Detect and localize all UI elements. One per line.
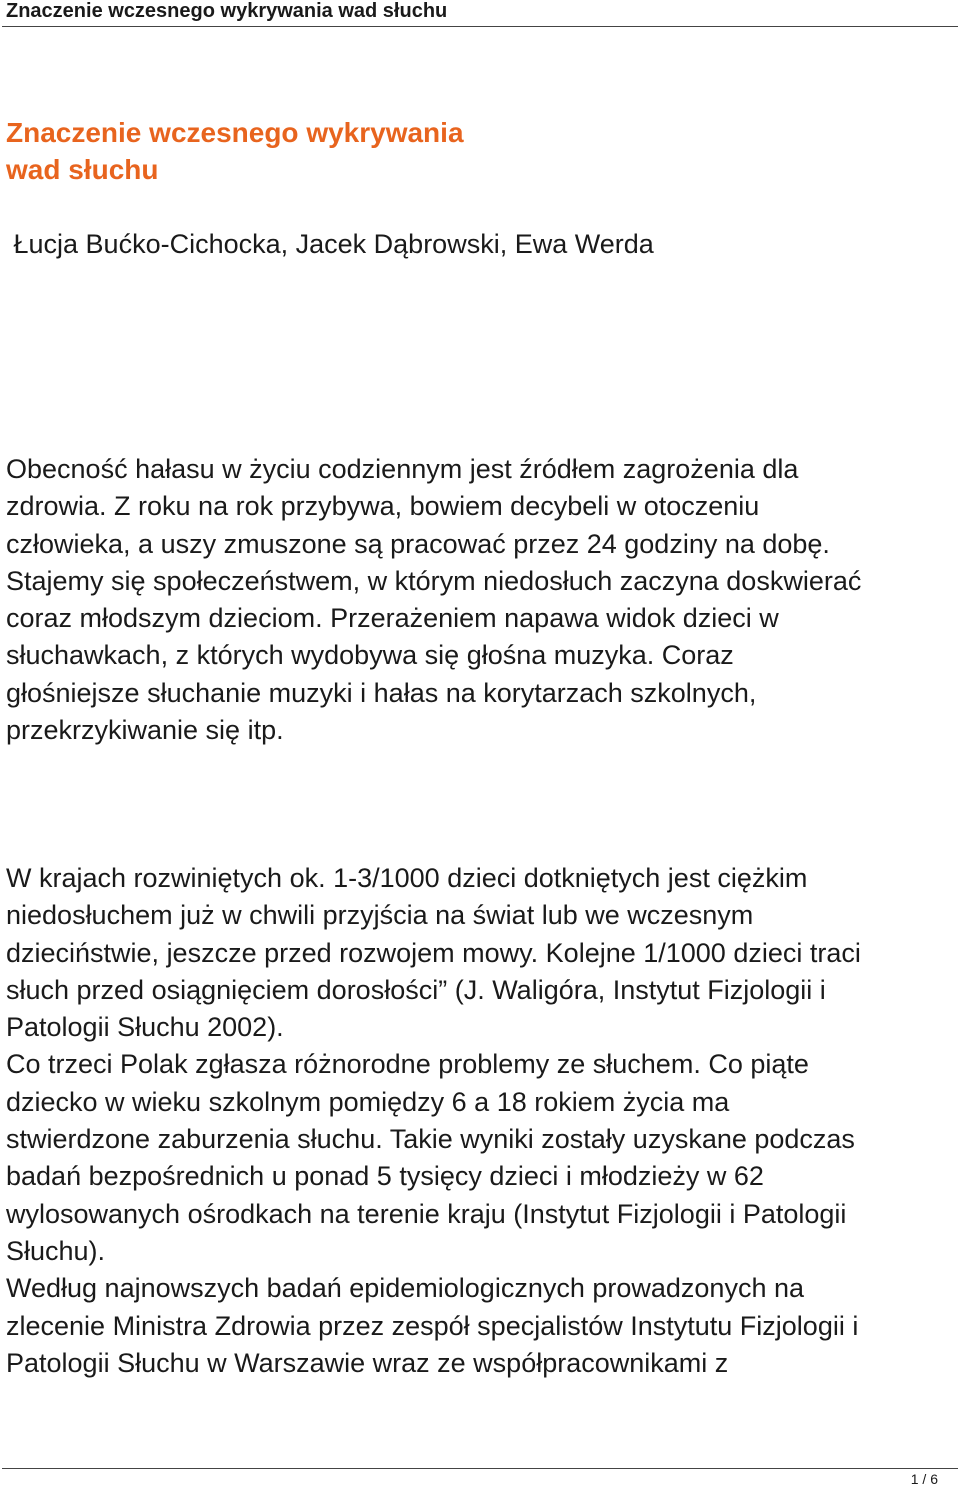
body-paragraph: W krajach rozwiniętych ok. 1-3/1000 dzieci dotkniętych jest ciężkim niedosłuchem już w chwili przyjścia na świat lub we wczesnym dzieciństwie, jeszcze przed rozwojem mowy. Kolejne 1/1000 dzieci traci słuch przed osiągnięciem dorosłości” (J. Waligóra, Instytut Fizjologii i Patologii Słuchu 2002). Co trzeci Polak zgłasza różnorodne problemy ze słuchem. Co piąte dziecko w wieku szkolnym pomiędzy 6 a 18 rokiem życia ma stwierdzone zaburzenia słuchu. Takie wyniki zostały uzyskane podczas badań bezpośrednich u ponad 5 tysięcy dzieci i młodzieży w 62 wylosowanych ośrodkach na terenie kraju (Instytut Fizjologii i Patologii Słuchu). Według najnowszych badań epidemiologicznych prowadzonych na zlecenie Ministra Zdrowia przez zespół specjalistów Instytutu Fizjologii i Patologii Słuchu w Warszawie wraz ze współpracownikami z bbox=[6, 863, 861, 1378]
running-header-title: Znaczenie wczesnego wykrywania wad słuchu bbox=[6, 0, 448, 22]
header-divider bbox=[2, 26, 958, 27]
article-authors: Łucja Bućko-Cichocka, Jacek Dąbrowski, Ewa Werda bbox=[6, 229, 654, 259]
footer-divider bbox=[2, 1468, 958, 1469]
body-paragraph: Obecność hałasu w życiu codziennym jest źródłem zagrożenia dla zdrowia. Z roku na rok przybywa, bowiem decybeli w otoczeniu człowieka, a uszy zmuszone są pracować przez 24 godziny na dobę. Stajemy się społeczeństwem, w którym niedosłuch zaczyna doskwierać coraz młodszym dzieciom. Przerażeniem napawa widok dzieci w słuchawkach, z których wydobywa się głośna muzyka. Coraz głośniejsze słuchanie muzyki i hałas na korytarzach szkolnych, przekrzykiwanie się itp. bbox=[6, 454, 862, 746]
article-title: Znaczenie wczesnego wykrywania wad słuchu bbox=[6, 117, 464, 185]
page-number: 1 / 6 bbox=[910, 1471, 938, 1487]
